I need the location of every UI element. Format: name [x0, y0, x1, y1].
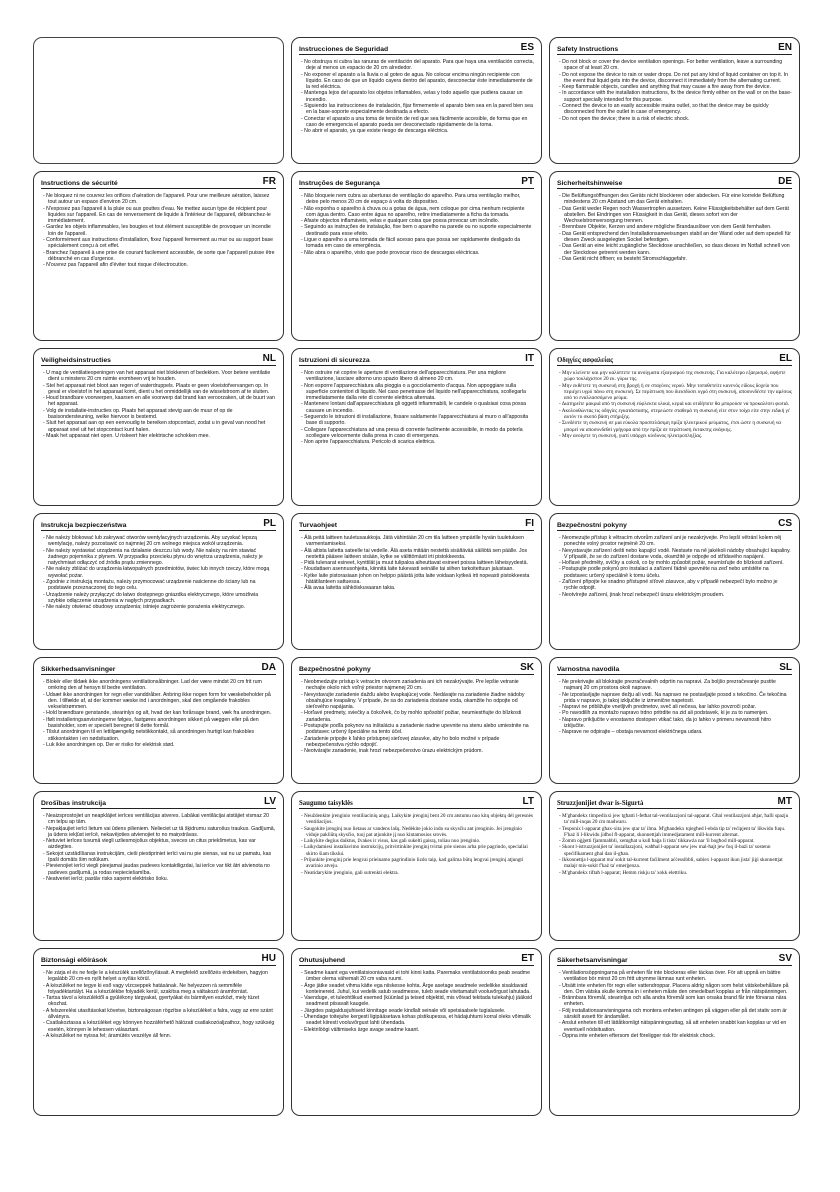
- instruction-item: - Csatlakoztassa a készüléket egy könnyen hozzáférhető hálózati csatlakozóaljzathoz, hogy szükség esetén, könnyen le lehessen választani.: [41, 1020, 276, 1033]
- box-title: Istruzioni di sicurezza: [299, 357, 370, 364]
- instruction-item: - N'exposez pas l'appareil à la pluie ou aux gouttes d'eau. Ne mettez aucun type de récipient pour liquides sur l'appareil. En cas de renversement de liquide à l'intérieur de l'appareil, débranchez-le immédiatement.: [41, 206, 276, 225]
- box-title: Varnostna navodila: [557, 666, 620, 673]
- instruction-item: - Ikkonnettja l-apparat ma' sokit tal-kurrent faċilment aċċessibbli, sabiex l-apparat ikun jista' jiġi skonnettjat malajr mis-sokit f'każ ta' emerġenza.: [557, 857, 792, 870]
- instruction-row: [33, 791, 802, 941]
- instruction-list: [41, 970, 276, 1039]
- instruction-list: [299, 970, 534, 1033]
- box-title: Οδηγίες ασφαλείας: [557, 357, 613, 364]
- box-title: Bezpečnostné pokyny: [299, 666, 371, 673]
- instruction-item: - Ne zárja el és ne fedje le a készülék szellőzőnyílásait. A megfelelő szellőzés érdekében, hagyjon legalább 20 cm-es nyílt helyet a nyílás körül.: [41, 970, 276, 983]
- box-header: [299, 354, 534, 366]
- instruction-item: - Älä avaa laitetta sähköiskuvaaran takia.: [299, 585, 534, 591]
- instruction-list: [299, 193, 534, 256]
- box-title: Instrukcja bezpieczeństwa: [41, 522, 127, 529]
- instruction-item: - N'ouvrez pas l'appareil afin d'éviter tout risque d'électrocution.: [41, 262, 276, 268]
- instruction-item: - Das Gerät nicht öffnen; es besteht Stromschlaggefahr.: [557, 256, 792, 262]
- instruction-box-fr: [33, 171, 284, 341]
- box-header: [299, 797, 534, 809]
- language-code: DA: [261, 662, 276, 673]
- instruction-item: - A készüléket ne nyissa fel; áramütés veszélye áll fenn.: [41, 1033, 276, 1039]
- instruction-item: - Neatidarykite įrenginio, gali sutrenkti elektra.: [299, 870, 534, 876]
- box-title: Safety Instructions: [557, 46, 619, 53]
- box-header: [41, 797, 276, 809]
- instruction-list: [557, 59, 792, 122]
- instruction-item: - Brännbara föremål, stearinljus och alla andra föremål som kan orsaka brand får inte förvaras nära enheten.: [557, 995, 792, 1008]
- instruction-item: - Vaenduge, et tuleohtlikud esemed (küünlad ja teised objektid, mis võivad tekitada tulekahju) jääksid seadmest piisavalt kaugele.: [299, 995, 534, 1008]
- instruction-item: - Postupujte podľa pokynov na inštaláciu a zariadenie riadne upevnite na stenu alebo umiestnite na podstavec určený špeciálne na tento účel.: [299, 723, 534, 736]
- instruction-item: - Não abra o aparelho, visto que pode provocar risco de descargas eléctricas.: [299, 250, 534, 256]
- instruction-list: [557, 535, 792, 598]
- instruction-item: - Do not expose the device to rain or water drops. Do not put any kind of liquid container on top it. In the event that liquid gets into the device, disconnect it immediately from the alternating current.: [557, 72, 792, 85]
- box-title: Veiligheidsinstructies: [41, 357, 111, 364]
- instruction-box-lt: [291, 791, 542, 941]
- instruction-item: - Pidä tulenarat esineet, kynttilät ja muut tulipaloa aiheuttavat esineet poissa laitteen läheisyydestä.: [299, 560, 534, 566]
- instruction-list: [41, 193, 276, 269]
- instruction-item: - Neobmedzujte prístup k vetracím otvorom zariadenia ani ich nezakrývajte. Pre lepšie vetranie nechajte okolo nich voľný priestor najmenej 20 cm.: [299, 679, 534, 692]
- box-title: Säkerhetsanvisningar: [557, 957, 628, 964]
- instruction-item: - Neotvírejte zařízení, jinak hrozí nebezpečí úrazu elektrickým proudem.: [557, 592, 792, 598]
- instruction-item: - Houd brandbare voorwerpen, kaarsen en alle voorwerp dat brand kan veroorzaken, uit de buurt van het apparaat.: [41, 395, 276, 408]
- instruction-item: - Sekojot uzstādīšanas instrukcijām, cieši piestipriniet ierīci vai nu pie sienas, vai nu uz pamatu, kas īpaši domāts šim nolūkam.: [41, 851, 276, 864]
- instruction-row: [33, 37, 802, 164]
- instruction-row: [33, 948, 802, 1116]
- box-title: Instruções de Segurança: [299, 180, 380, 187]
- language-code: SK: [520, 662, 534, 673]
- instruction-item: - Non aprire l'apparecchiatura. Pericolo di scarica elettrica.: [299, 439, 534, 445]
- instruction-item: - Afaste objectos inflamáveis, velas e qualquer coisa que possa provocar um incêndio.: [299, 218, 534, 224]
- instruction-item: - Volg de installatie-instructies op. Plaats het apparaat stevig aan de muur of op de basisondersteuning, welke hiervoor is bestemd.: [41, 408, 276, 421]
- box-title: Sicherheitshinweise: [557, 180, 623, 187]
- instruction-item: - Nepakļaujiet ierīci lietum vai ūdens pilieniem. Nelieciet uz tā šķidrumu saturošus traukus. Gadījumā, ja ūdens iekļūst ierīcē, nekavējoties atvienojiet to no maiņstrāvas.: [41, 826, 276, 839]
- instruction-item: - Horľavé predmety, sviečky a čokoľvek, čo by mohlo spôsobiť požiar, neumiestňujte do blízkosti zariadenia.: [299, 710, 534, 723]
- instruction-item: - Nevystavujte zariadenie dažďu alebo kvapkajúcej vode. Nedávajte na zariadenie žiadne nádoby obsahujúce kvapaliny. V prípade, že sa do zariadenia dostane voda, okamžite ho odpojte od sieťového napájania.: [299, 692, 534, 711]
- instruction-list: [41, 813, 276, 882]
- language-code: ET: [521, 953, 534, 964]
- instruction-item: - Maak het apparaat niet open. U riskeert hier elektrische schokken mee.: [41, 433, 276, 439]
- instruction-item: - Ne bloquez ni ne couvrez les orifices d'aération de l'appareil. Pour une meilleure aération, laissez tout autour un espace d'environ 20 cm.: [41, 193, 276, 206]
- instruction-item: - Laikydamiesi instaliavimo instrukcijų, pritvirtinkite įrenginį tvirtai prie sienos arba prie pagrindo, specialiai skirto šiam tikslui.: [299, 844, 534, 857]
- instruction-item: - No exponer el aparato a la lluvia o al goteo de agua. No colocar encima ningún recipiente con líquido. En caso de que un líquido cayera dentro del aparato, desconectar éste inmediatamente de la red eléctrica.: [299, 72, 534, 91]
- instruction-item: - Postupujte podle pokynů pro instalaci a zařízení řádně upevněte na zeď nebo umístěte na podstavec určený speciálně k tomu účelu.: [557, 566, 792, 579]
- instruction-item: - Blokér eller tildæk ikke anordningens ventilationsåbninger. Lad der være mindst 20 cm frit rum omkring den af hensyn til bedre ventilation.: [41, 679, 276, 692]
- box-header: [299, 663, 534, 675]
- instruction-item: - Não exponha o aparelho à chuva ou a gotas de água, nem coloque por cima nenhum recipiente com água dentro. Caso entre água no aparelho, retire imediatamente a ficha da tomada.: [299, 206, 534, 219]
- instruction-item: - Nevystavujte zařízení dešti nebo kapající vodě. Nestavte na ně jakékoli nádoby obsahující kapaliny. V případě, že se do zařízení dostane voda, okamžitě je odpojte od střídavého napájení.: [557, 548, 792, 561]
- instruction-item: - Neotvárajte zariadenie, inak hrozí nebezpečenstvo úrazu elektrickým prúdom.: [299, 748, 534, 754]
- instruction-item: - Das Gerät an eine leicht zugängliche Steckdose anschließen, so dass dieses im Notfall schnell von der Steckdose getrennt werden kann.: [557, 243, 792, 256]
- instruction-item: - No obstruya ni cubra las ranuras de ventilación del aparato. Para que haya una ventilación correcta, deje al menos un espacio de 20 cm alrededor.: [299, 59, 534, 72]
- instruction-list: [299, 679, 534, 755]
- instruction-list: [299, 370, 534, 446]
- instruction-item: - Ühendage toitejuhe kergesti ligipääsetava kohas pistikupessa, et hädajuhtumi korral oleks võimalik seadet kiiresti vooluvõrgust lahti ühendada.: [299, 1014, 534, 1027]
- instruction-item: - Non esporre l'apparecchiatura alla pioggia o a gocciolamento d'acqua. Non appoggiare sulla superficie contenitori di liquido. Nel caso penetrasse del liquido nell'apparecchiatura, scollegarla immediatamente dalla rete di corrente elettrica alternata.: [299, 383, 534, 402]
- instruction-item: - Das Gerät weder Regen noch Wassertropfen aussetzen. Keine Flüssigkeitsbehälter auf dem Gerät abstellen. Bei Eindringen von Flüssigkeit in das Gerät, dieses sofort von der Wechselstromversorgung trennen.: [557, 206, 792, 225]
- instruction-item: - Die Belüftungsöffnungen des Geräts nicht blockieren oder abdecken. Für eine korrekte Belüftung mindestens 20 cm Abstand um das Gerät einhalten.: [557, 193, 792, 206]
- instruction-row: [33, 513, 802, 650]
- instruction-item: - Pievienojiet ierīci viegli pieejamai jaudas padeves kontaktligzdai, lai ierīce var tikt ātri atvienota no padeves gadījumā, ja rodas nepieciešamība.: [41, 863, 276, 876]
- instruction-item: - Mantenere lontani dall'apparecchiatura gli oggetti infiammabili, le candele o qualsiasi cosa possa causare un incendio.: [299, 401, 534, 414]
- instruction-item: - Tesponix l-apparat għax-xita jew qtar ta' ilma. M'għandekx tqiegħed l-ebda tip ta' reċipjent ta' likwidu fuqu. F'każ li l-likwidu jidħol fl-apparat, skonnettjah immedjatament mill-kurrent alternat.: [557, 826, 792, 839]
- instruction-list: [557, 679, 792, 736]
- box-title: Biztonsági előírások: [41, 957, 108, 964]
- box-header: [41, 354, 276, 366]
- language-code: CS: [778, 518, 792, 529]
- instruction-item: - Sluit het apparaat aan op een eenvoudig te bereiken stopcontact, zodat u in geval van nood het apparaat snel uit het stopcontact kunt halen.: [41, 420, 276, 433]
- box-header: [41, 663, 276, 675]
- instruction-item: - Branchez l'appareil à une prise de courant facilement accessible, de sorte que l'appareil puisse être débranché en cas d'urgence.: [41, 250, 276, 263]
- instruction-item: - Älä peitä laitteen tuuletusaukkoja. Jätä vähintään 20 cm tila laitteen ympärille hyvän tuuletuksen varmentamiseksi.: [299, 535, 534, 548]
- box-title: Saugumo taisyklės: [299, 800, 353, 807]
- instruction-item: - Neuždenkite įrenginio ventiliacinių angų. Laikykite įrenginį bent 20 cm atstumu nuo kitų objektų dėl geresnės ventiliacijos.: [299, 813, 534, 826]
- instruction-list: [299, 59, 534, 135]
- instruction-list: [557, 813, 792, 876]
- instruction-item: - Brennbare Objekte, Kerzen und andere mögliche Brandauslöser von dem Gerät fernhalten.: [557, 224, 792, 230]
- instruction-item: - Ventilationsöppningarna på enheten får inte blockeras eller täckas över. För att uppnå en bättre ventilation bör minst 20 cm fritt utrymme lämnas runt enheten.: [557, 970, 792, 983]
- instruction-item: - Seguendo le istruzioni di installazione, fissare saldamente l'apparecchiatura al muro o all'apposita base di supporto.: [299, 414, 534, 427]
- instruction-box-en: [549, 37, 800, 164]
- instruction-item: - Ärge jätke seadet vihma kätte ega niiskesse kohta. Ärge asetage seadmele vedelikke sisaldavaid konteinereid. Juhul, kui vedelik satub seadmesse, tuleb seade viivitamatult vooluvõrgust lahutada.: [299, 983, 534, 996]
- instruction-item: - No abrir el aparato, ya que existe riesgo de descarga eléctrica.: [299, 128, 534, 134]
- language-code: MT: [777, 796, 792, 807]
- instruction-item: - Älä altista laitetta sateelle tai vedelle. Älä aseta mitään nestettä sisältävää säiliötä sen päälle. Jos nestettä pääsee laitteen sisään, kytke se välittömästi irti pistokkeesta.: [299, 548, 534, 561]
- instruction-item: - Anslut enheten till ett lättåtkomligt nätspänningsuttag, så att enheten snabbt kan kopplas ur vid en eventuell nödsituation.: [557, 1020, 792, 1033]
- box-title: Drošības instrukcija: [41, 800, 106, 807]
- instruction-box-sk: [291, 657, 542, 784]
- instruction-box-da: [33, 657, 284, 784]
- instruction-item: - Ακολουθώντας τις οδηγίες εγκατάστασης, στερεώστε σταθερά τη συσκευή είτε στον τοίχο είτε στην ειδική γι' αυτόν το σκοπό βάση στήριξης.: [557, 408, 792, 421]
- box-header: [41, 954, 276, 966]
- instruction-item: - Öppna inte enheten eftersom det föreligger risk för elektrisk chock.: [557, 1033, 792, 1039]
- instruction-item: - M'għandekx timpedixxi jew tgħatti l-fetħat tal-ventilazzjoni tal-apparat. Għal ventilazzjoni aħjar, ħalli spazju ta' mill-inqas 20 cm madwaru.: [557, 813, 792, 826]
- instruction-item: - Do not open the device; there is a risk of electric shock.: [557, 116, 792, 122]
- language-code: FR: [262, 176, 276, 187]
- instruction-item: - Zariadenie pripojte k ľahko prístupnej sieťovej zásuvke, aby ho bolo možné v prípade nebezpečenstva rýchlo odpojiť.: [299, 736, 534, 749]
- box-header: [557, 354, 792, 366]
- instruction-item: - Non ostruire né coprire le aperture di ventilazione dell'apparecchiatura. Per una migliore ventilazione, lasciare attorno uno spazio libero di almeno 20 cm.: [299, 370, 534, 383]
- instruction-box-de: [549, 171, 800, 341]
- instruction-item: - Conectar el aparato a una toma de tensión de red que sea fácilmente accesible, de forma que en caso de emergencia el aparato pueda ser desconectado rápidamente de la toma.: [299, 116, 534, 129]
- language-code: EN: [778, 42, 792, 53]
- language-code: NL: [262, 353, 276, 364]
- box-title: Struzzjonijiet dwar is-Sigurtà: [557, 800, 644, 807]
- box-header: [557, 663, 792, 675]
- instruction-item: - Zařízení připojte ke snadno přístupné síťové zásuvce, aby v případě nebezpečí bylo možno je rychle odpojit.: [557, 579, 792, 592]
- box-header: [557, 519, 792, 531]
- instruction-list: [557, 370, 792, 439]
- instruction-item: - Luk ikke anordningen op. Der er risiko for elektrisk stød.: [41, 742, 276, 748]
- language-code: FI: [525, 518, 534, 529]
- safety-instructions-grid: [33, 37, 802, 1123]
- instruction-box-hu: [33, 948, 284, 1116]
- box-header: [299, 519, 534, 531]
- instruction-item: - Saugokite įrenginį nuo lietaus ar vandens lašų. Nedėkite jokio indo su skysčiu ant įrenginio. Jei įrenginio viduje pakliūtų skysčio, tuoj pat atjunkite jį nuo kintamosios srovės.: [299, 826, 534, 839]
- instruction-item: - Não bloqueie nem cubra as aberturas de ventilação do aparelho. Para uma ventilação melhor, deixe pelo menos 20 cm de espaço à volta do dispositivo.: [299, 193, 534, 206]
- instruction-list: [299, 813, 534, 876]
- instruction-item: - Conformément aux instructions d'installation, fixez l'appareil fermement au mur ou au support base spécialement conçu à cet effet.: [41, 237, 276, 250]
- box-title: Bezpečnostní pokyny: [557, 522, 627, 529]
- instruction-item: - Kytke laite pistorasiaan johon on helppo päästä jotta laite voidaan kytkeä irti nopeasti pistokkeesta hätätilanteen sattuessa.: [299, 573, 534, 586]
- box-title: Instrucciones de Seguridad: [299, 46, 389, 53]
- language-code: EL: [779, 353, 792, 364]
- instruction-item: - A készüléket ne tegye ki eső vagy vízcseppek hatásának. Ne helyezzen rá semmiféle folyadéktartályt. Ha a készülékbe folyadék kerül, szakítsa meg a váltakozó áramforrást.: [41, 983, 276, 996]
- instruction-item: - Neatveriet ierīci; pastāv risks saņemt elektrisko šoku.: [41, 876, 276, 882]
- instruction-item: - Laikykite degius daiktus, žvakes ir visus, kas gali sukelti gaisrą, toliau nuo įrenginio.: [299, 838, 534, 844]
- box-header: [299, 43, 534, 55]
- instruction-item: - Μην εκθέτετε τη συσκευή στη βροχή ή σε σταγόνες νερού. Μην τοποθετείτε κανενός είδους δοχείο που περιέχει υγρό πάνω στη συσκευή. Σε περίπτωση που διεισδύσει υγρό στη συσκευή, αποσυνδέστε την αμέσως από το εναλλασσόμενο ρεύμα.: [557, 383, 792, 402]
- language-code: ES: [520, 42, 534, 53]
- instruction-box-el: [549, 348, 800, 506]
- instruction-item: - Noudattaen asennusohjeita, kiinnitä laite tukevasti seinälle tai siihen tarkoitettuun jalustaan.: [299, 566, 534, 572]
- box-header: [41, 177, 276, 189]
- instruction-item: - Mantenga lejos del aparato los objetos inflamables, velas y todo aquello que pudiera causar un incendio.: [299, 90, 534, 103]
- instruction-list: [557, 970, 792, 1039]
- instruction-item: - Napravi ne približujte vnetljivih predmetov, sveč ali nečesa, kar lahko povzroči požar.: [557, 704, 792, 710]
- instruction-box-mt: [549, 791, 800, 941]
- language-code: SL: [779, 662, 792, 673]
- language-code: SV: [778, 953, 792, 964]
- instruction-row: [33, 348, 802, 506]
- instruction-item: - Nie należy zbliżać do urządzenia łatwopalnych przedmiotów, świec lub innych rzeczy, które mogą wywołać pożar.: [41, 566, 276, 579]
- language-code: LV: [263, 796, 276, 807]
- instruction-item: - Po navodilih za montažo napravo trdno pritrdite na zid ali podstavek, ki je za to namenjen.: [557, 710, 792, 716]
- instruction-box-pt: [291, 171, 542, 341]
- instruction-box-nl: [33, 348, 284, 506]
- instruction-item: - Napravo priključite v enostavno dostopen vtikač tako, da jo lahko v primeru nevarnosti hitro izključite.: [557, 717, 792, 730]
- box-title: Instructions de sécurité: [41, 180, 118, 187]
- instruction-item: - Naprave ne odpirajte – obstaja nevarnost električnega udara.: [557, 729, 792, 735]
- instruction-item: - Hold brændbare genstande, stearinlys og alt, hvad der kan forårsage brand, væk fra anordningen.: [41, 710, 276, 716]
- instruction-item: - M'għandekx tiftaħ l-apparat; Hemm riskju ta' xokk elettriku.: [557, 870, 792, 876]
- box-header: [299, 177, 534, 189]
- instruction-box-sv: [549, 948, 800, 1116]
- instruction-item: - In accordance with the installation instructions, fix the device firmly either on the wall or on the base-support specially intended for this purpose.: [557, 90, 792, 103]
- instruction-item: - Μην κλείνετε και μην καλύπτετε τα ανοίγματα εξαερισμού της συσκευής. Για καλύτερο εξαερισμό, αφήστε χώρο τουλάχιστον 20 εκ. γύρω της.: [557, 370, 792, 383]
- instruction-box-cs: [549, 513, 800, 650]
- box-header: [557, 797, 792, 809]
- instruction-item: - Keep flammable objects, candles and anything that may cause a fire away from the device.: [557, 84, 792, 90]
- language-code: PL: [263, 518, 276, 529]
- instruction-box-lv: [33, 791, 284, 941]
- instruction-item: - Netuviet ierīces tuvumā viegli uzliesmojošus objektus, sveces un citus priekšmetus, kas var aizdegties.: [41, 838, 276, 851]
- instruction-item: - Utsätt inte enheten för regn eller vattendroppar. Placera aldrig någon som helst vätskebehållare på den. Om vätska skulle komma in i enheten måste den omedelbart kopplas ur från nätspänningen.: [557, 983, 792, 996]
- instruction-item: - Siguiendo las instrucciones de instalación, fijar firmemente el aparato bien sea en la pared bien sea en la base-soporte especialmente destinada a efecto.: [299, 103, 534, 116]
- instruction-item: - Gardez les objets inflammables, les bougies et tout élément susceptible de provoquer un incendie loin de l'appareil.: [41, 224, 276, 237]
- instruction-item: - Ifølt installeringsanvisningerne følges, fastgøres anordningen sikkert på væggen eller på den basisholder, som er specielt beregnet til dette formål.: [41, 717, 276, 730]
- language-code: IT: [525, 353, 534, 364]
- instruction-item: - U mag de ventilatieopeningen van het apparaat niet blokkeren of bedekken. Voor betere ventilatie dient u minstens 20 cm ruimte eromheen vrij te houden.: [41, 370, 276, 383]
- instruction-list: [299, 535, 534, 592]
- instruction-list: [41, 370, 276, 439]
- instruction-item: - Ne izpostavljajte naprave dežju ali vodi. Na napravo ne postavljajte posod s tekočino. Če tekočina prida v napravo, jo takoj izključite iz izmenične napetosti.: [557, 692, 792, 705]
- instruction-item: - Urządzenie należy przyłączyć do łatwo dostępnego gniazdka elektrycznego, które umożliwia szybkie odłączenie urządzenia w nagłych przypadkach.: [41, 592, 276, 605]
- box-header: [299, 954, 534, 966]
- instruction-item: - Tilslut anordningen til en lettilgængelig netstikkontakt, så anordningen hurtigt kan frakobles stikkontakten i en nødsituation.: [41, 729, 276, 742]
- instruction-box-pl: [33, 513, 284, 650]
- instruction-item: - Stel het apparaat niet bloot aan regen of waterdruppels. Plaats er geen vloeistofvervangen op. In geval er vloeistof in het apparaat komt, dient u het onmiddellijk van de wisselstroom af te sluiten.: [41, 383, 276, 396]
- instruction-row: [33, 657, 802, 784]
- instruction-item: - Seguindo as instruções de instalação, fixe bem o aparelho na parede ou no suporte especialmente destinado para esse efeito.: [299, 224, 534, 237]
- instruction-box-et: [291, 948, 542, 1116]
- language-code: DE: [778, 176, 792, 187]
- box-header: [557, 177, 792, 189]
- instruction-item: - Skont l-istruzzjonijiet ta' installazzjoni, waħħal l-apparat sew jew mal-ħajt jew fuq il-bażi ta' sostenn speċifikament għal dan il-għan.: [557, 844, 792, 857]
- instruction-item: - Συνδέστε τη συσκευή σε μια εύκολα προσπελάσιμη πρίζα ηλεκτρικού ρεύματος, έτσι ώστε η συσκευή να μπορεί να αποσυνδεθεί γρήγορα από την πρίζα σε περίπτωση έκτακτης ανάγκης.: [557, 420, 792, 433]
- instruction-item: - Seadme kaant ega ventilatsiooniavasid ei tohi kinni katta. Paremaks ventilatsiooniks peab seadme ümber olema vähemalt 20 cm vaba ruumi.: [299, 970, 534, 983]
- language-code: LT: [522, 796, 534, 807]
- blank-box: [33, 37, 284, 164]
- language-code: PT: [521, 176, 534, 187]
- instruction-list: [41, 679, 276, 748]
- instruction-item: - A felszerelési utasításokat követve, biztonságosan rögzítse a készüléket a falra, vagy az erre szánt állványra.: [41, 1008, 276, 1021]
- instruction-item: - Prijunkite įrenginį prie lengvai prieinamo pagrindinio lizdo taip, kad galima būtų lengvai įrenginį atjungti avarinio atveju.: [299, 857, 534, 870]
- instruction-item: - Järgides paigaldusjuhiseid kinnitage seade kindlalt seinale või spetsiaalsele tugialusele.: [299, 1008, 534, 1014]
- box-title: Sikkerhedsanvisninger: [41, 666, 116, 673]
- instruction-box-it: [291, 348, 542, 506]
- instruction-item: - Följ installationsanvisningarna och montera enheten antingen på väggen eller på det stativ som är särskilt avsett för ändamålet.: [557, 1008, 792, 1021]
- instruction-item: - Das Gerät entsprechend den Installationsanweisungen stabil an der Wand oder auf dem speziell für diesen Zweck ausgelegten Sockel befestigen.: [557, 231, 792, 244]
- instruction-item: - Udsæt ikke anordningen for regn eller vanddråber. Anbring ikke nogen form for væskebeholder på den. I tilfælde af, at der kommer væske ind i anordningen, skal den omgående frakobles vekselstrømmen.: [41, 692, 276, 711]
- instruction-row: [33, 171, 802, 341]
- instruction-item: - Διατηρείτε μακριά από τη συσκευή εύφλεκτα υλικά, κεριά και οτιδήποτε θα μπορούσε να προκαλέσει φωτιά.: [557, 401, 792, 407]
- instruction-item: - Connect the device to an easily accessible mains outlet, so that the device may be quickly disconnected from the outlet in case of emergency.: [557, 103, 792, 116]
- instruction-item: - Hořlavé předměty, svíčky a cokoli, co by mohlo způsobit požár, neumísťujte do blízkosti zařízení.: [557, 560, 792, 566]
- box-header: [557, 954, 792, 966]
- instruction-item: - Neomezujte přístup k větracím otvorům zařízení ani je nezakrývejte. Pro lepší větrání kolem něj ponechte volný prostor nejméně 20 cm.: [557, 535, 792, 548]
- instruction-item: - Μην ανοίγετε τη συσκευή, γιατί υπάρχει κίνδυνος ηλεκτροπληξίας.: [557, 433, 792, 439]
- language-code: HU: [261, 953, 276, 964]
- instruction-item: - Nie należy otwierać obudowy urządzenia; istnieje zagrożenie porażenia elektrycznego.: [41, 604, 276, 610]
- instruction-box-es: [291, 37, 542, 164]
- instruction-item: - Ne prekrivajte ali blokirajte prezračevalnih odprtin na napravi. Za boljšo prezračevanje pustite najmanj 20 cm prostora okoli naprave.: [557, 679, 792, 692]
- instruction-item: - Nie należy wystawiać urządzenia na działanie deszczu lub wody. Nie należy na nim stawiać żadnego pojemnika z płynem. W przypadku przecieku płynu do wnętrza urządzenia, należy je natychmiast odłączyć od źródła prądu zmiennego.: [41, 548, 276, 567]
- instruction-item: - Elektrilöögi vältimiseks ärge avage seadme kaant.: [299, 1027, 534, 1033]
- instruction-box-sl: [549, 657, 800, 784]
- instruction-item: - Tartsa távol a készüléktől a gyúlékony tárgyakat, gyertyákat és bármilyen eszközt, mely tüzet okozhat.: [41, 995, 276, 1008]
- instruction-item: - Żomm oġġetti fjammabbli, xemgħat u kull ħaġa li tista' tikkawża nar 'il bogħod mill-apparat.: [557, 838, 792, 844]
- instruction-list: [557, 193, 792, 262]
- instruction-item: - Do not block or cover the device ventilation openings. For better ventilation, leave a surrounding space of at least 20 cm.: [557, 59, 792, 72]
- instruction-item: - Neaizsprostojiet un neapklājiet ierīces ventilācijas atveres. Labākai ventilācijai atstājiet vismaz 20 cm telpu ap tām.: [41, 813, 276, 826]
- instruction-item: - Zgodnie z instrukcją montażu, należy przymocować urządzenie naścienne do ściany lub na podstawie przeznaczonej do tego celu.: [41, 579, 276, 592]
- instruction-item: - Ligue o aparelho a uma tomada de fácil acesso para que possa ser rapidamente desligado da tomada em caso de emergência.: [299, 237, 534, 250]
- box-title: Ohutusjuhend: [299, 957, 346, 964]
- instruction-item: - Nie należy blokować lub zakrywać otworów wentylacyjnych urządzenia. Aby uzyskać lepszą wentylację, należy pozostawić co najmniej 20 cm wolnego miejsca wokół urządzenia.: [41, 535, 276, 548]
- instruction-list: [41, 535, 276, 611]
- instruction-box-fi: [291, 513, 542, 650]
- box-header: [41, 519, 276, 531]
- instruction-item: - Collegare l'apparecchiatura ad una presa di corrente facilmente accessibile, in modo da poterla scollegare velocemente dalla presa in caso di emergenza.: [299, 427, 534, 440]
- box-title: Turvaohjeet: [299, 522, 338, 529]
- box-header: [557, 43, 792, 55]
